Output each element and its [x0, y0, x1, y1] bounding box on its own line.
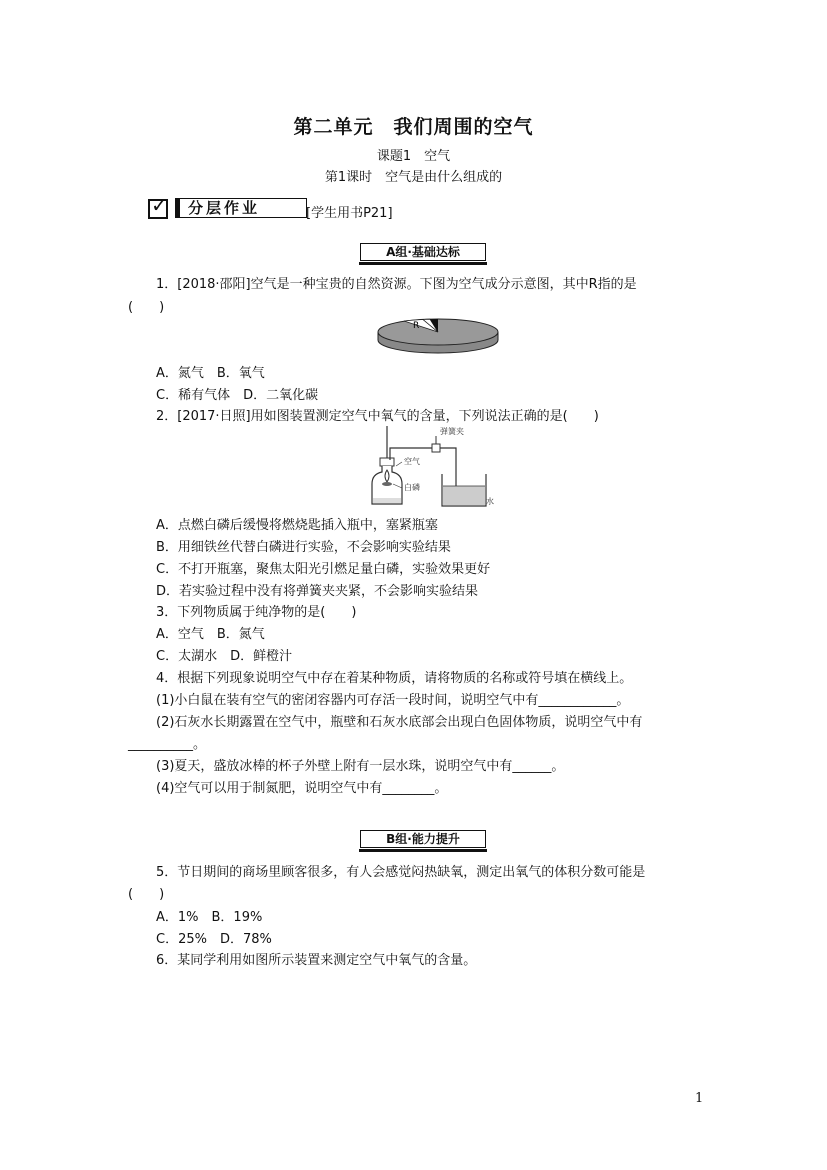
pie-label-r: R	[413, 321, 420, 331]
q3-option-ab: A．空气 B．氮气	[156, 627, 265, 642]
period-title: 第1课时 空气是由什么组成的	[324, 170, 503, 185]
q6-stem: 6．某同学利用如图所示装置来测定空气中氧气的含量。	[156, 953, 477, 968]
q4-part-3: (3)夏天，盛放冰棒的杯子外壁上附有一层水珠，说明空气中有______。	[156, 759, 565, 774]
section-b-header: B组·能力提升	[360, 830, 486, 848]
banner-label: 分层作业	[175, 198, 307, 218]
q4-part-2-blank: __________。	[128, 737, 207, 752]
q1-paren: ( )	[128, 300, 165, 315]
q5-paren: ( )	[128, 887, 165, 902]
oxygen-apparatus-figure	[366, 424, 496, 510]
q2-stem: 2．[2017·日照]用如图装置测定空气中氧气的含量，下列说法正确的是( )	[156, 409, 599, 424]
page-number: 1	[695, 1091, 704, 1106]
label-water: 水	[486, 497, 494, 506]
q3-stem: 3．下列物质属于纯净物的是( )	[156, 605, 357, 620]
q3-option-cd: C．太湖水 D．鲜橙汁	[156, 649, 293, 664]
q2-option-d: D．若实验过程中没有将弹簧夹夹紧，不会影响实验结果	[156, 584, 479, 599]
page-title: 第二单元 我们周围的空气	[293, 116, 534, 138]
q4-part-2: (2)石灰水长期露置在空气中，瓶壁和石灰水底部会出现白色固体物质，说明空气中有	[156, 715, 643, 730]
q5-option-ab: A．1% B．19%	[156, 910, 263, 925]
q4-stem: 4．根据下列现象说明空气中存在着某种物质，请将物质的名称或符号填在横线上。	[156, 671, 633, 686]
q2-option-c: C．不打开瓶塞，聚焦太阳光引燃足量白磷，实验效果更好	[156, 562, 491, 577]
q4-part-4: (4)空气可以用于制氮肥，说明空气中有________。	[156, 781, 448, 796]
label-phosphorus: 白磷	[404, 483, 420, 492]
label-air: 空气	[404, 457, 420, 466]
q1-stem: 1．[2018·邵阳]空气是一种宝贵的自然资源。下图为空气成分示意图，其中R指的是	[156, 277, 637, 292]
q5-stem: 5．节日期间的商场里顾客很多，有人会感觉闷热缺氧，测定出氧气的体积分数可能是	[156, 865, 646, 880]
label-clip: 弹簧夹	[440, 427, 464, 436]
q4-part-1: (1)小白鼠在装有空气的密闭容器内可存活一段时间，说明空气中有____________。	[156, 693, 630, 708]
banner-ref: [学生用书P21]	[306, 206, 393, 221]
q1-option-ab: A．氮气 B．氧气	[156, 366, 265, 381]
q2-option-b: B．用细铁丝代替白磷进行实验，不会影响实验结果	[156, 540, 451, 555]
section-a-header: A组·基础达标	[360, 243, 486, 261]
checkbox-icon: ✓	[148, 199, 168, 219]
lesson-title: 课题1 空气	[376, 149, 451, 164]
q2-option-a: A．点燃白磷后缓慢将燃烧匙插入瓶中，塞紧瓶塞	[156, 518, 438, 533]
q5-option-cd: C．25% D．78%	[156, 932, 272, 947]
air-composition-pie-figure	[376, 316, 500, 358]
q1-option-cd: C．稀有气体 D．二氧化碳	[156, 388, 319, 403]
